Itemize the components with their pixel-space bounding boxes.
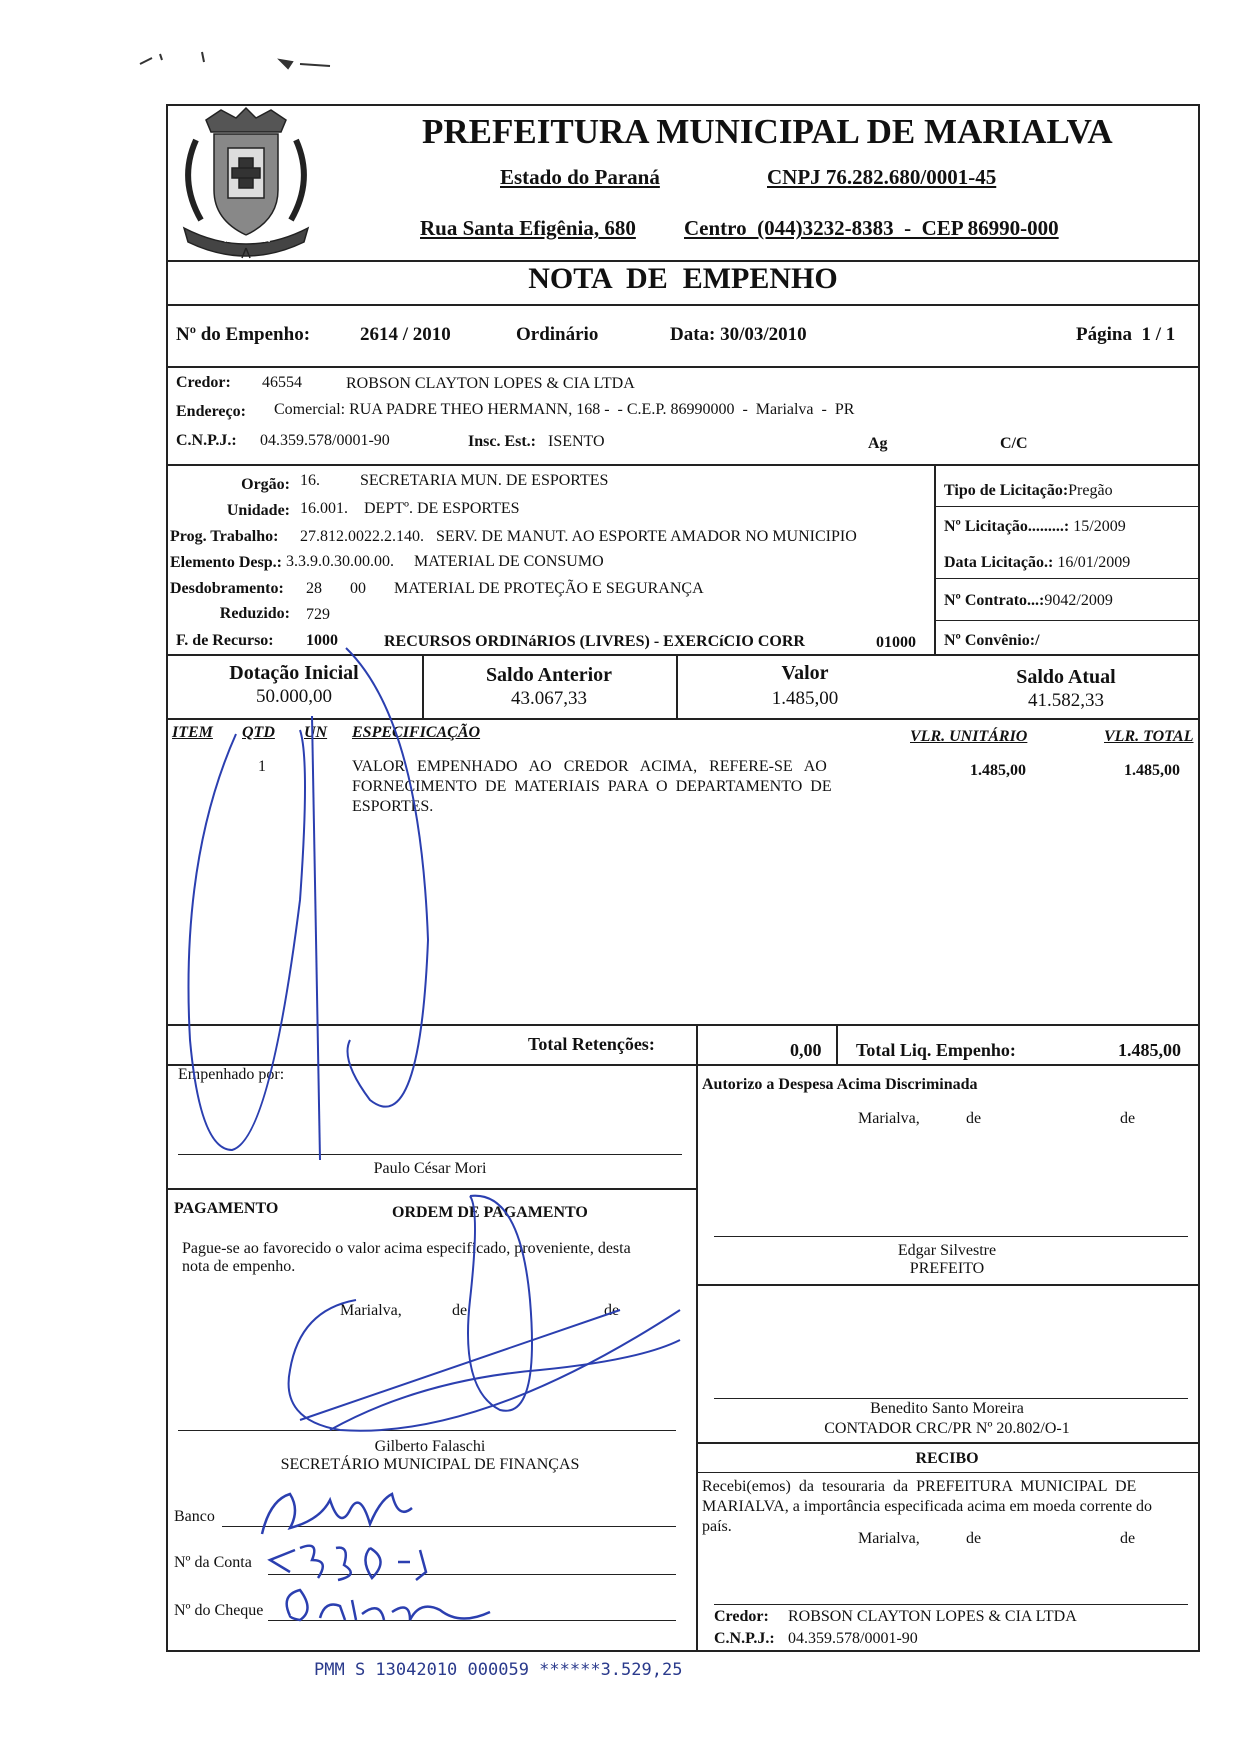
col-qtd: QTD — [242, 724, 275, 741]
left-de-1: de — [452, 1302, 468, 1319]
right-de-1: de — [966, 1110, 982, 1127]
street-address: Rua Santa Efigênia, 680 — [420, 216, 636, 240]
item-desc-line-3: ESPORTES. — [352, 798, 434, 815]
col-vlr-total: VLR. TOTAL — [1104, 728, 1194, 745]
cheque-value — [290, 1598, 293, 1599]
ordem-pagamento-label: ORDEM DE PAGAMENTO — [392, 1204, 588, 1221]
licitacao-number-value: 15/2009 — [1069, 518, 1126, 535]
empenhado-por-label: Empenhado por: — [178, 1066, 285, 1083]
conta-value — [290, 1548, 293, 1549]
licitacao-number-label: Nº Licitação.........: 15/2009 — [944, 518, 1126, 535]
page-number: Página 1 / 1 — [1076, 324, 1176, 345]
ag-label: Ag — [868, 435, 888, 452]
recibo-title: RECIBO — [915, 1450, 979, 1467]
credor-label: Credor: — [176, 374, 231, 391]
municipal-crest — [166, 100, 326, 260]
cheque-label: Nº do Cheque — [174, 1602, 264, 1619]
item-qtd: 1 — [258, 758, 266, 775]
credor-cnpj: 04.359.578/0001-90 — [260, 432, 390, 449]
scan-marks — [130, 44, 370, 74]
prog-label: Prog. Trabalho: — [170, 528, 279, 545]
recibo-text-1: Recebi(emos) da tesouraria da PREFEITURA MUNICIPAL DE — [702, 1478, 1137, 1495]
prefeito-name: Edgar Silvestre — [897, 1242, 997, 1259]
conta-label: Nº da Conta — [174, 1554, 252, 1571]
footer-cnpj-label: C.N.P.J.: — [714, 1630, 775, 1647]
contador-role: CONTADOR CRC/PR Nº 20.802/O-1 — [824, 1420, 1070, 1437]
footer-cnpj-value: 04.359.578/0001-90 — [788, 1630, 918, 1647]
licitacao-date-label: Data Licitação.: 16/01/2009 — [944, 554, 1131, 571]
insc-label: Insc. Est.: — [468, 433, 537, 450]
orgao-value: 16. SECRETARIA MUN. DE ESPORTES — [300, 472, 609, 489]
signer-2-name: Gilberto Falaschi — [374, 1438, 486, 1455]
contador-name: Benedito Santo Moreira — [870, 1400, 1024, 1417]
unidade-label: Unidade: — [226, 502, 290, 519]
elemento-label: Elemento Desp.: — [170, 554, 282, 571]
empenho-type: Ordinário — [516, 324, 599, 345]
pague-text-1: Pague-se ao favorecido o valor acima especificado, proveniente, desta — [182, 1240, 631, 1257]
footer-credor-label: Credor: — [714, 1608, 769, 1625]
recurso-number: 01000 — [876, 634, 916, 651]
cnpj-label: C.N.P.J.: — [176, 432, 237, 449]
recibo-de-2: de — [1120, 1530, 1136, 1547]
saldo-atual-value: 41.582,33 — [1028, 690, 1104, 711]
signer-2-role: SECRETÁRIO MUNICIPAL DE FINANÇAS — [280, 1456, 580, 1473]
retencoes-label: Total Retenções: — [528, 1034, 655, 1054]
saldo-anterior-value: 43.067,33 — [511, 688, 587, 709]
licitacao-type-value: Pregão — [1068, 482, 1113, 499]
total-liquido-value: 1.485,00 — [1118, 1040, 1181, 1060]
recibo-de-1: de — [966, 1530, 982, 1547]
elemento-value: 3.3.9.0.30.00.00. MATERIAL DE CONSUMO — [286, 553, 604, 570]
banco-value — [262, 1494, 264, 1495]
item-desc-line-1: VALOR EMPENHADO AO CREDOR ACIMA, REFERE-SE AO — [352, 758, 827, 775]
printed-stamp: PMM S 13042010 000059 ******3.529,25 — [314, 1660, 683, 1680]
prefeito-role: PREFEITO — [909, 1260, 985, 1277]
header-cnpj: CNPJ 76.282.680/0001-45 — [767, 165, 997, 189]
prog-value: 27.812.0022.2.140. SERV. DE MANUT. AO ESPORTE AMADOR NO MUNICIPIO — [300, 528, 857, 545]
recibo-text-2: MARIALVA, a importância especificada acima em moeda corrente do — [702, 1498, 1153, 1515]
col-item: ITEM — [172, 724, 213, 741]
contrato-value: 9042/2009 — [1044, 592, 1113, 609]
district-phone-cep: Centro (044)3232-8383 - CEP 86990-000 — [684, 216, 1059, 240]
recurso-code: 1000 — [306, 632, 338, 649]
empenho-number-label: Nº do Empenho: — [176, 324, 311, 345]
recibo-marialva: Marialva, — [858, 1530, 920, 1547]
state-name: Estado do Paraná — [500, 165, 660, 189]
item-total-value: 1.485,00 — [1124, 762, 1180, 779]
licitacao-type-label: Tipo de Licitação:Pregão — [944, 482, 1113, 499]
footer-credor-name: ROBSON CLAYTON LOPES & CIA LTDA — [788, 1608, 1077, 1625]
left-marialva: Marialva, — [340, 1302, 402, 1319]
credor-name: ROBSON CLAYTON LOPES & CIA LTDA — [346, 375, 635, 392]
signer-1-name: Paulo César Mori — [373, 1160, 487, 1177]
document-title: NOTA DE EMPENHO — [528, 262, 838, 295]
cc-label: C/C — [1000, 435, 1028, 452]
item-unit-value: 1.485,00 — [970, 762, 1026, 779]
dotacao-label: Dotação Inicial — [229, 662, 359, 684]
orgao-label: Orgão: — [241, 476, 290, 493]
reduzido-label: Reduzido: — [219, 605, 290, 622]
contrato-label: Nº Contrato...:9042/2009 — [944, 592, 1113, 609]
recibo-text-3: país. — [702, 1518, 732, 1535]
recurso-description: RECURSOS ORDINáRIOS (LIVRES) - EXERCíCIO CORR — [384, 633, 805, 650]
empenho-number: 2614 / 2010 — [360, 324, 451, 345]
right-de-2: de — [1120, 1110, 1136, 1127]
item-desc-line-2: FORNECIMENTO DE MATERIAIS PARA O DEPARTAMENTO DE — [352, 778, 832, 795]
reduzido-value: 729 — [306, 606, 330, 623]
pagamento-label: PAGAMENTO — [174, 1200, 279, 1217]
pague-text-2: nota de empenho. — [182, 1258, 296, 1275]
col-un: UN — [304, 724, 328, 741]
col-vlr-unitario: VLR. UNITÁRIO — [910, 728, 1028, 745]
valor-label: Valor — [781, 662, 829, 684]
convenio-label: Nº Convênio:/ — [944, 632, 1040, 649]
dotacao-value: 50.000,00 — [256, 686, 332, 707]
desdobramento-value: 28 00 MATERIAL DE PROTEÇÃO E SEGURANÇA — [306, 580, 704, 597]
cheque-handwriting — [287, 1590, 490, 1620]
address-label: Endereço: — [176, 403, 246, 420]
saldo-anterior-label: Saldo Anterior — [485, 664, 613, 686]
municipality-title: PREFEITURA MUNICIPAL DE MARIALVA — [422, 112, 1113, 151]
autorizo-label: Autorizo a Despesa Acima Discriminada — [702, 1076, 978, 1093]
crest-banner-text: MARIALVA — [224, 234, 271, 244]
right-marialva: Marialva, — [858, 1110, 920, 1127]
retencoes-value: 0,00 — [790, 1040, 822, 1060]
unidade-value: 16.001. DEPTº. DE ESPORTES — [300, 500, 520, 517]
valor-value: 1.485,00 — [771, 688, 839, 709]
credor-address: Comercial: RUA PADRE THEO HERMANN, 168 - - C.E.P. 86990000 - Marialva - PR — [274, 401, 855, 418]
left-de-2: de — [604, 1302, 620, 1319]
empenho-date: Data: 30/03/2010 — [670, 324, 807, 345]
saldo-atual-label: Saldo Atual — [1016, 666, 1116, 688]
credor-code: 46554 — [262, 374, 302, 391]
banco-handwriting — [262, 1494, 412, 1534]
col-especificacao: ESPECIFICAÇÃO — [352, 724, 481, 741]
insc-value: ISENTO — [548, 433, 605, 450]
desdobramento-label: Desdobramento: — [170, 580, 284, 597]
total-liquido-label: Total Liq. Empenho: — [856, 1040, 1016, 1060]
banco-label: Banco — [174, 1508, 215, 1525]
licitacao-date-value: 16/01/2009 — [1053, 554, 1131, 571]
recurso-label: F. de Recurso: — [176, 632, 274, 649]
